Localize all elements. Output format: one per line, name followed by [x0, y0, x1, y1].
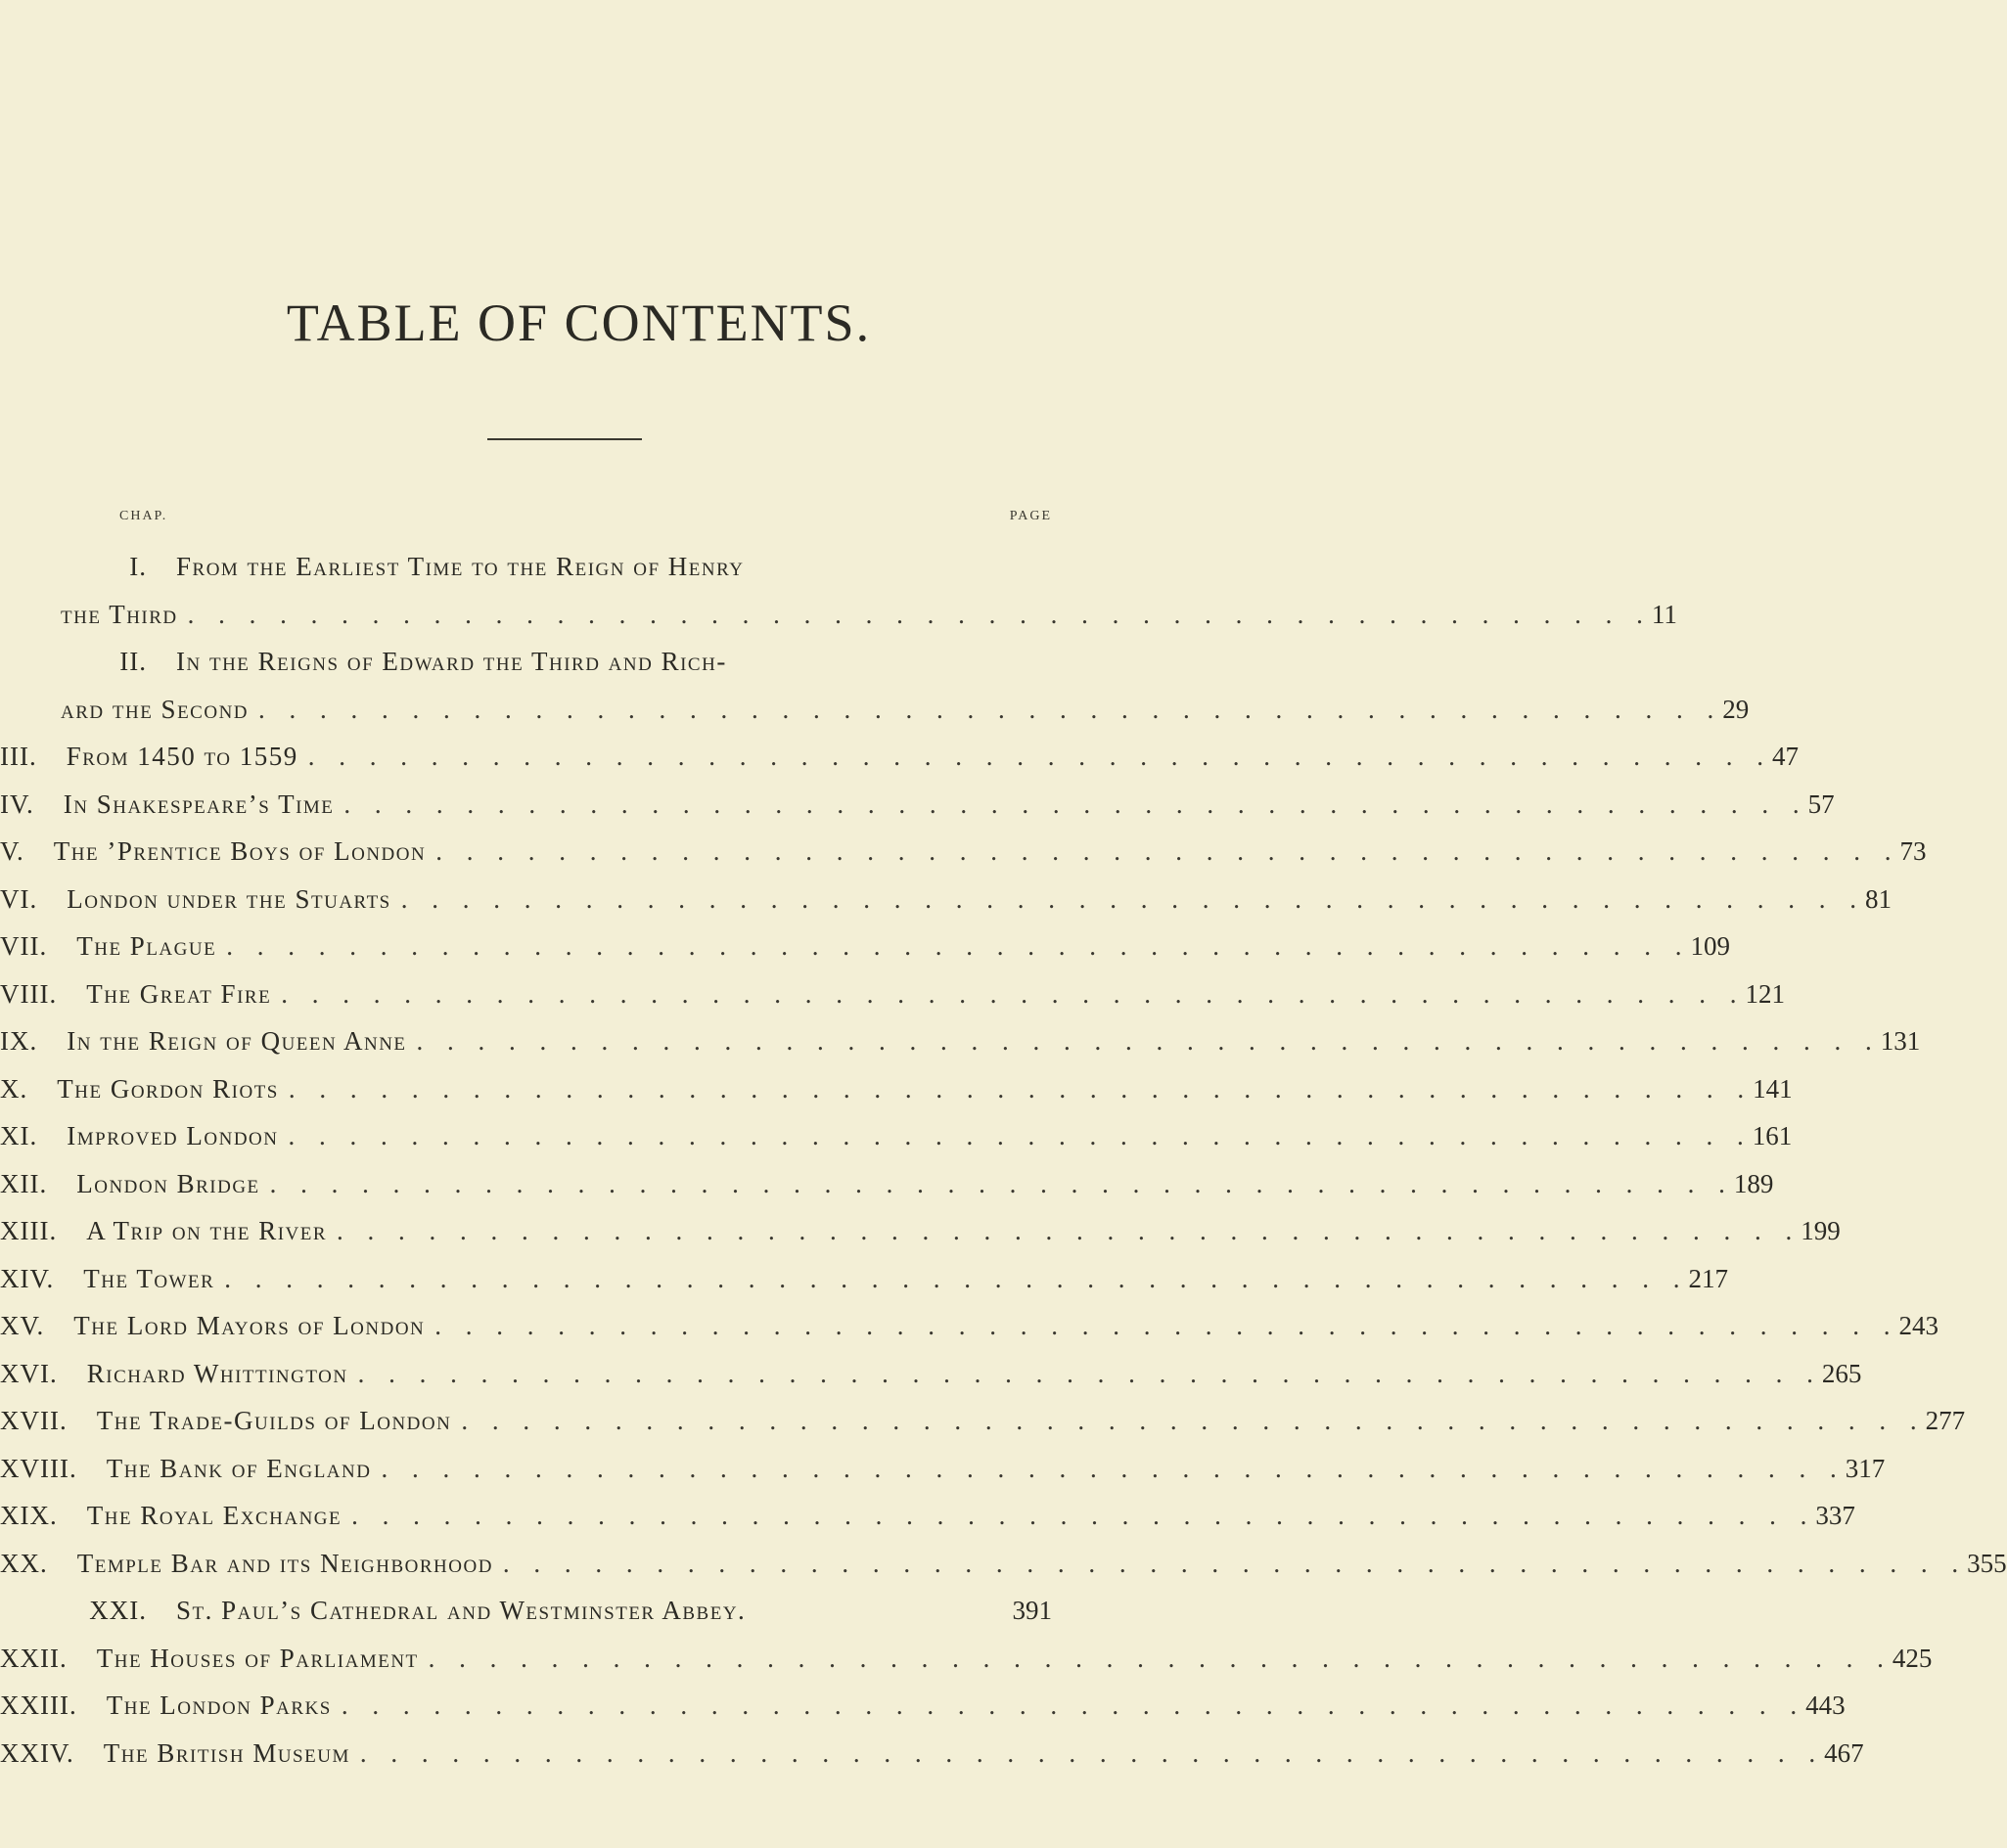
chapter-title: London Bridge [76, 1168, 260, 1198]
chapter-number: XII. [0, 1168, 48, 1198]
page-number: 199 [1801, 1216, 1841, 1245]
dot-leader: . . . . . . . . . . . . . . . . . . . . . . . . . . . . . . . . . . . . . . . . . . . . . . . . [288, 1121, 1753, 1150]
dot-leader: . . . . . . . . . . . . . . . . . . . . . . . . . . . . . . . . . . . . . . . . . . . . . . . . [381, 1453, 1846, 1483]
toc-entry-line [0, 876, 1892, 924]
page-number: 189 [1733, 1168, 1774, 1198]
chapter-number: XVII. [0, 1406, 68, 1435]
page-number: 47 [1772, 742, 1800, 771]
chapter-title-continued: ard the Second [61, 694, 250, 724]
toc-entry [0, 781, 1835, 829]
page-number: 121 [1745, 978, 1785, 1009]
page-number: 467 [1824, 1737, 1864, 1768]
chapter-title: The British Museum [103, 1737, 350, 1768]
toc-entry-line [0, 1255, 1729, 1303]
page-number: 81 [1865, 883, 1892, 914]
toc-entry [0, 1635, 1933, 1683]
toc-entry-line [0, 1065, 1793, 1113]
chapter-number: XV. [0, 1311, 45, 1340]
toc-entry [0, 1682, 1846, 1730]
dot-leader: . . . . . . . . . . . . . . . . . . . . . . . . . . . . . . . . . . . . . . . . . . . . . . . . [502, 1548, 1968, 1578]
toc-entry [0, 1540, 2007, 1588]
chapter-title: Richard Whittington [86, 1358, 348, 1388]
toc-entry-line [0, 1397, 1966, 1445]
chapter-title: The Plague [76, 931, 217, 961]
page-number: 265 [1821, 1358, 1862, 1388]
toc-entry [0, 638, 1750, 733]
toc-entry [0, 1730, 1864, 1778]
toc-entry-line [0, 543, 1158, 591]
chapter-number: II. [119, 647, 147, 676]
toc-entry-line [0, 1350, 1862, 1398]
toc-entry-continuation [0, 686, 1750, 734]
page-number: 141 [1753, 1073, 1793, 1104]
dot-leader: . . . . . . . . . . . . . . . . . . . . . . . . . . . . . . . . . . . . . . . . . . . . . . . . [337, 1216, 1802, 1245]
chapter-number: IX. [0, 1026, 38, 1056]
chapter-number: V. [0, 836, 24, 866]
dot-leader: . . . . . . . . . . . . . . . . . . . . . . . . . . . . . . . . . . . . . . . . . . . . . . . . [434, 1311, 1899, 1340]
toc-entry-line [0, 781, 1835, 829]
page-number: 217 [1688, 1263, 1729, 1293]
toc-entry [0, 828, 1927, 876]
title-rule [487, 438, 642, 440]
dot-leader: . . . . . . . . . . . . . . . . . . . . . . . . . . . . . . . . . . . . . . . . . . . . . . . . [351, 1501, 1816, 1530]
page-number: 317 [1845, 1453, 1886, 1483]
chapter-title: The Trade-Guilds of London [96, 1406, 452, 1435]
toc-entry-line [0, 1540, 2007, 1588]
chapter-title: St. Paul’s Cathedral and Westminster Abbey. [176, 1596, 747, 1625]
toc-entry-line [0, 1112, 1793, 1160]
toc-entry [0, 1255, 1729, 1303]
dot-leader: . . . . . . . . . . . . . . . . . . . . . . . . . . . . . . . . . . . . . . . . . . . . . . . . [224, 1263, 1689, 1293]
chapter-title: The Tower [83, 1263, 215, 1293]
page-number: 425 [1892, 1643, 1933, 1673]
page-number: 161 [1752, 1121, 1793, 1150]
chapter-title: Improved London [67, 1121, 279, 1150]
toc-entry [0, 1587, 1158, 1635]
page-title: TABLE OF CONTENTS. [286, 293, 872, 352]
toc-entry-line [0, 1587, 1158, 1635]
toc-entry-continuation [0, 591, 1677, 639]
dot-leader: . . . . . . . . . . . . . . . . . . . . . . . . . . . . . . . . . . . . . . . . . . . . . . . . [343, 789, 1808, 819]
chapter-title: The Houses of Parliament [96, 1643, 419, 1673]
dot-leader: . . . . . . . . . . . . . . . . . . . . . . . . . . . . . . . . . . . . . . . . . . . . . . . . [226, 931, 1691, 961]
toc-entry [0, 1350, 1862, 1398]
toc-entry [0, 1017, 1921, 1065]
toc-entry [0, 876, 1892, 924]
chapter-title: From the Earliest Time to the Reign of Henry [176, 552, 745, 581]
toc-entry [0, 1397, 1966, 1445]
chapter-title: The Lord Mayors of London [73, 1311, 426, 1340]
dot-leader: . . . . . . . . . . . . . . . . . . . . . . . . . . . . . . . . . . . . . . . . . . . . . . . . [359, 1737, 1825, 1768]
chapter-number: VI. [0, 883, 38, 914]
chapter-number: XXIV. [0, 1737, 74, 1768]
chapter-number: I. [129, 552, 147, 581]
chapter-number: XIII. [0, 1216, 58, 1245]
toc-entry [0, 1492, 1855, 1540]
toc-entry-line [0, 1445, 1886, 1493]
page-number: 277 [1925, 1406, 1966, 1435]
dot-leader: . . . . . . . . . . . . . . . . . . . . . . . . . . . . . . . . . . . . . . . . . . . . . . . . [428, 1643, 1893, 1673]
chapter-number: VII. [0, 931, 48, 961]
dot-leader: . . . . . . . . . . . . . . . . . . . . . . . . . . . . . . . . . . . . . . . . . . . . . . . . [357, 1358, 1822, 1388]
page-number: 11 [1651, 599, 1677, 629]
page-number: 243 [1898, 1311, 1939, 1340]
toc-entry-line [0, 733, 1800, 781]
chapter-title: In the Reigns of Edward the Third and Rich- [176, 647, 727, 676]
chapter-number: XVIII. [0, 1453, 77, 1483]
chapter-number: XIX. [0, 1501, 58, 1530]
page-number: 29 [1722, 694, 1750, 724]
dot-leader: . . . . . . . . . . . . . . . . . . . . . . . . . . . . . . . . . . . . . . . . . . . . . . . . [307, 742, 1773, 771]
dot-leader: . . . . . . . . . . . . . . . . . . . . . . . . . . . . . . . . . . . . . . . . . . . . . . . . [435, 836, 1900, 866]
toc-entry-line [0, 923, 1730, 970]
chapter-title: The Bank of England [106, 1453, 372, 1483]
toc-entry [0, 733, 1800, 781]
dot-leader: . . . . . . . . . . . . . . . . . . . . . . . . . . . . . . . . . . . . . . . . . . . . . . . . [400, 883, 1865, 914]
chapter-title: The Great Fire [86, 978, 272, 1009]
chapter-title: In Shakespeare’s Time [63, 789, 335, 819]
dot-leader: . . . . . . . . . . . . . . . . . . . . . . . . . . . . . . . . . . . . . . . . . . . . . . . . [281, 978, 1746, 1009]
dot-leader: . . . . . . . . . . . . . . . . . . . . . . . . . . . . . . . . . . . . . . . . . . . . . . . . [269, 1168, 1734, 1198]
toc-entry-line [0, 1492, 1855, 1540]
chapter-number: IV. [0, 789, 34, 819]
chapter-title: The London Parks [106, 1690, 332, 1720]
page-number: 337 [1815, 1501, 1855, 1530]
toc-entry-line [0, 1730, 1864, 1778]
page-number: 355 [1967, 1548, 2007, 1578]
chapter-title: The Royal Exchange [86, 1501, 342, 1530]
chapter-number: XI. [0, 1121, 38, 1150]
toc-entry-line [0, 1017, 1921, 1065]
chapter-number: XXI. [89, 1596, 147, 1625]
toc-entry-line [0, 1635, 1933, 1683]
chapter-title: Temple Bar and its Neighborhood [76, 1548, 493, 1578]
chapter-number: XX. [0, 1548, 48, 1578]
chapter-column-header: CHAP. [119, 509, 168, 523]
page-number: 109 [1690, 931, 1730, 961]
dot-leader: . . . . . . . . . . . . . . . . . . . . . . . . . . . . . . . . . . . . . . . . . . . . . . . . [258, 694, 1723, 724]
toc-entry [0, 970, 1785, 1018]
toc-entry [0, 1112, 1793, 1160]
toc-entry [0, 1302, 1939, 1350]
toc-entry [0, 543, 1677, 638]
toc-entry [0, 923, 1730, 970]
toc-entry [0, 1207, 1841, 1255]
page-number: 131 [1880, 1026, 1921, 1056]
page-number: 391 [1012, 1596, 1052, 1625]
chapter-number: X. [0, 1073, 28, 1104]
chapter-title-continued: the Third [61, 599, 178, 629]
dot-leader: . . . . . . . . . . . . . . . . . . . . . . . . . . . . . . . . . . . . . . . . . . . . . . . . [461, 1406, 1926, 1435]
toc-entry-line [0, 1160, 1774, 1208]
toc-entry-line [0, 1682, 1846, 1730]
chapter-number: VIII. [0, 978, 58, 1009]
page-number: 73 [1899, 836, 1927, 866]
toc-list [0, 543, 2007, 1777]
page-column-header: PAGE [1009, 509, 1052, 523]
dot-leader: . . . . . . . . . . . . . . . . . . . . . . . . . . . . . . . . . . . . . . . . . . . . . . . . [187, 599, 1652, 629]
toc-entry-line [0, 828, 1927, 876]
chapter-title: In the Reign of Queen Anne [67, 1026, 407, 1056]
toc-entry-line [0, 638, 1158, 686]
chapter-number: XXII. [0, 1643, 68, 1673]
chapter-title: The ’Prentice Boys of London [53, 836, 427, 866]
chapter-number: XVI. [0, 1358, 58, 1388]
toc-entry-line [0, 970, 1785, 1018]
chapter-number: XXIII. [0, 1690, 77, 1720]
toc-entry-line [0, 1302, 1939, 1350]
chapter-title: London under the Stuarts [67, 883, 391, 914]
chapter-title: A Trip on the River [86, 1216, 328, 1245]
chapter-number: XIV. [0, 1263, 55, 1293]
toc-entry [0, 1445, 1886, 1493]
dot-leader: . . . . . . . . . . . . . . . . . . . . . . . . . . . . . . . . . . . . . . . . . . . . . . . . [341, 1690, 1806, 1720]
toc-entry-line [0, 1207, 1841, 1255]
dot-leader: . . . . . . . . . . . . . . . . . . . . . . . . . . . . . . . . . . . . . . . . . . . . . . . . [288, 1073, 1754, 1104]
chapter-title: The Gordon Riots [57, 1073, 279, 1104]
chapter-number: III. [0, 742, 37, 771]
toc-entry [0, 1160, 1774, 1208]
toc-entry [0, 1065, 1793, 1113]
page-number: 443 [1805, 1690, 1846, 1720]
dot-leader: . . . . . . . . . . . . . . . . . . . . . . . . . . . . . . . . . . . . . . . . . . . . . . . . [416, 1026, 1881, 1056]
page-number: 57 [1807, 789, 1835, 819]
chapter-title: From 1450 to 1559 [66, 742, 298, 771]
